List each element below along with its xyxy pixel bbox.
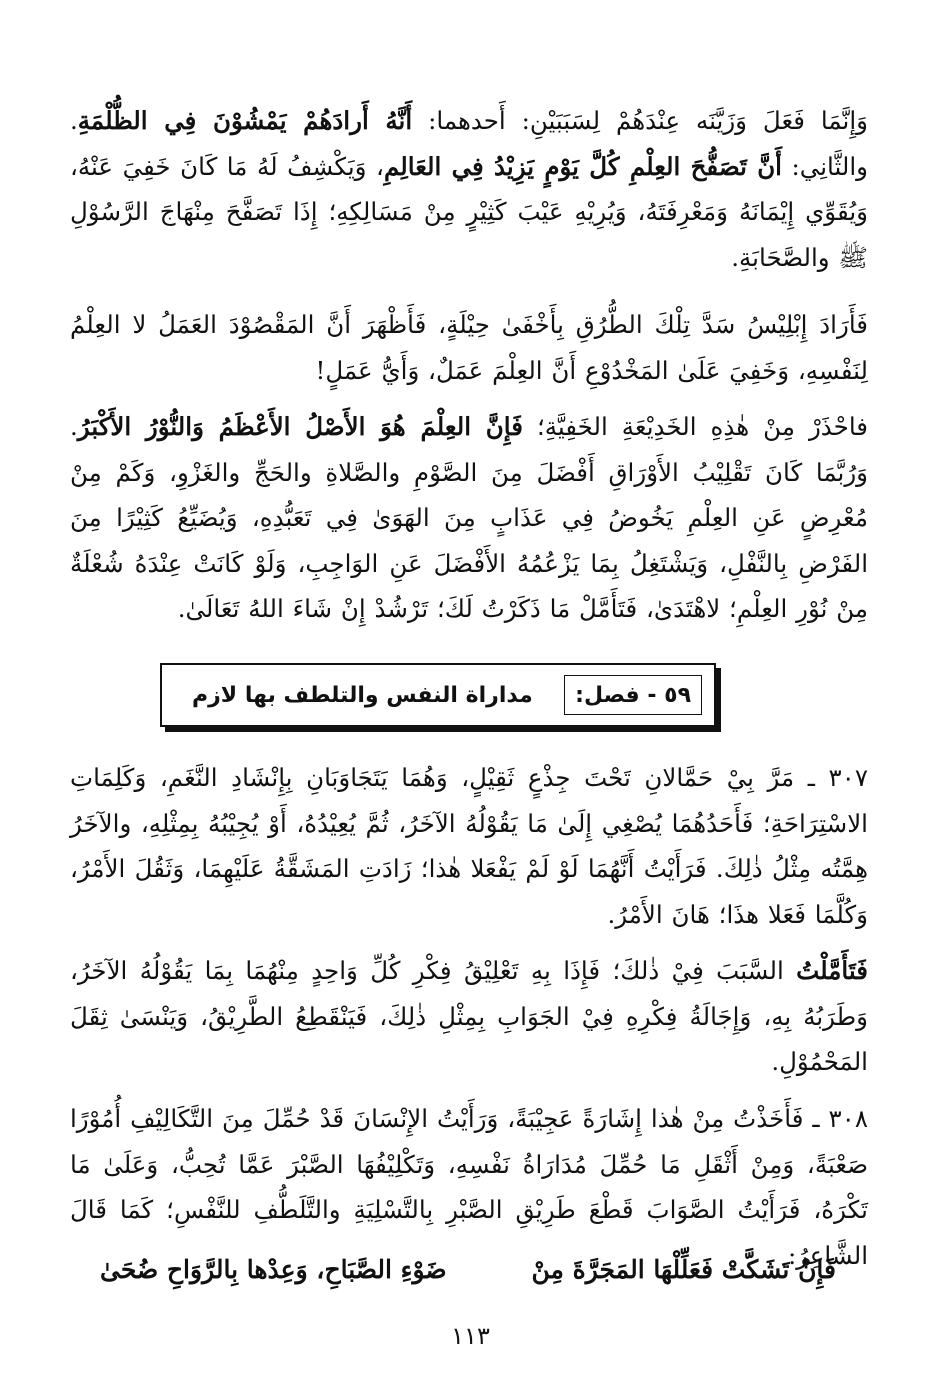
paragraph-warning: [70, 404, 868, 632]
paragraph-text: وَإِنَّمَا فَعَلَ وَزَيَّنَه عِنْدَهُمْ لِسَبَبَيْنِ: أَحدهما:: [412, 106, 868, 135]
section-title: مداراة النفس والتلطف بها لازم: [192, 682, 533, 708]
paragraph-308: [70, 1096, 868, 1278]
section-number: [564, 675, 702, 715]
paragraph-text: وَرُبَّمَا كَانَ تَقْلِيْبُ الأَوْرَاقِ أَفْضَلَ مِنَ الصَّوْمِ والصَّلاةِ والحَجِّ والغَزْوِ، وَكَمْ مِنْ مُعْرِضٍ عَنِ العِلْمِ يَخُوضُ فِي عَذَابٍ مِنَ الهَوَىٰ فِي تَعَبُّدِهِ، وَيُضَيِّعُ كَثِيْرًا مِنَ الفَرْضِ بِالنَّفْلِ، وَيَشْتَغِلُ بِمَا يَزْعُمُهُ الأَفْضَلَ عَنِ الوَاجِبِ، وَلَوْ كَانَتْ عِنْدَهُ شُعْلَةٌ مِنْ نُوْرِ العِلْمِ؛ لاهْتَدَىٰ، فَتَأَمَّلْ مَا ذَكَرْتُ لَكَ؛ تَرْشُدْ إِنْ شَاءَ اللهُ تَعَالَىٰ.: [70, 457, 868, 623]
paragraph-text: السَّبَبَ فِيْ ذٰلكَ؛ فَإِذَا بِهِ تَعْلِيْقُ فِكْرِ كُلِّ وَاحِدٍ مِنْهُمَا بِمَا يَقُوْلُهُ الآخَرُ، وَطَرَبُهُ بِهِ، وَإِجَالَةُ فِكْرِهِ فِيْ الجَوَابِ بِمِثْلِ ذٰلِكَ، فَيَنْقَطِعُ الطَّرِيْقُ، وَيَنْسَىٰ ثِقَلَ المَحْمُوْلِ.: [70, 956, 868, 1076]
paragraph-iblis: [70, 302, 868, 393]
section-number-label: ٥٩ - فصل:: [575, 682, 691, 708]
verse-first-hemistich: فَإِنْ تَشَكَّتْ فَعَلِّلْهَا المَجَرَّةَ مِنْ: [531, 1255, 836, 1284]
verse-second-hemistich: ضَوْءِ الصَّبَاحِ، وَعِدْها بِالرَّوَاحِ ضُحَىٰ: [100, 1255, 447, 1284]
bold-phrase: أَنَّهُ أَرادَهُمْ يَمْشُوْنَ فِي الظُّلْمَةِ: [77, 106, 413, 135]
section-heading-box: [160, 663, 716, 727]
paragraph-reflection: [70, 948, 868, 1085]
paragraph-text: .: [70, 106, 78, 135]
paragraph-reasons: [70, 98, 868, 280]
paragraph-text: والثَّانِي:: [782, 151, 869, 181]
bold-phrase: فَإِنَّ العِلْمَ هُوَ الأَصْلُ الأَعْظَمُ وَالنُّوْرُ الأَكْبَرُ: [77, 412, 523, 441]
page-number: ١١٣: [451, 1322, 490, 1350]
paragraph-text: فاحْذَرْ مِنْ هٰذِهِ الخَدِيْعَةِ الخَفِيَّةِ؛: [522, 412, 868, 441]
paragraph-text: ٣٠٨ ـ فَأَخَذْتُ مِنْ هٰذا إِشَارَةً عَجِيْبَةً، وَرَأَيْتُ الإِنْسَانَ قَدْ حُمِّلَ مِنَ التَّكَالِيْفِ أُمُوْرًا صَعْبَةً، وَمِنْ أَثْقَلِ مَا حُمِّلَ مُدَارَاةُ نَفْسِهِ، وَتَكْلِيْفُهَا الصَّبْرَ عَمَّا تُحِبُّ، وَعَلَىٰ مَا تَكْرَهُ، فَرَأَيْتُ الصَّوَابَ قَطْعَ طَرِيْقِ الصَّبْرِ بِالتَّسْلِيَةِ والتَّلَطُّفِ للنَّفْسِ؛ كَمَا قَالَ الشَّاعِرُ:: [70, 1104, 868, 1270]
paragraph-text: .: [70, 412, 78, 441]
paragraph-text: ٣٠٧ ـ مَرَّ بِيْ حَمَّالانِ تَحْتَ جِذْعٍ ثَقِيْلٍ، وَهُمَا يَتَجَاوَبَانِ بِإِنْشَادِ النَّغَمِ، وَكَلِمَاتِ الاسْتِرَاحَةِ؛ فَأَحَدُهُمَا يُصْغِي إِلَىٰ مَا يَقُوْلُهُ الآخَرُ، ثُمَّ يُعِيْدُهُ، أَوْ يُجِيْبُهُ بِمِثْلِهِ، والآخَرُ هِمَّتُه مِثْلُ ذٰلِكَ. فَرَأَيْتُ أَنَّهُمَا لَوْ لَمْ يَفْعَلا هٰذا؛ زَادَتِ المَشَقَّةُ عَلَيْهِمَا، وَثَقُلَ الأَمْرُ، وَكُلَّمَا فَعَلا هذَا؛ هَانَ الأَمْرُ.: [70, 763, 868, 929]
paragraph-307: [70, 755, 868, 937]
poetry-verse: [100, 1255, 836, 1284]
paragraph-text: ، وَيَكْشِفُ لَهُ مَا كَانَ خَفِيَ عَنْهُ، وَيُقَوِّي إِيْمَانَهُ وَمَعْرِفَتَهُ، وَيُرِيْهِ عَيْبَ كَثِيْرٍ مِنْ مَسَالِكِهِ؛ إِذَا تَصَفَّحَ مِنْهَاجَ الرَّسُوْلِ ﷺ والصَّحَابَةِ.: [70, 151, 868, 272]
bold-phrase: فَتَأَمَّلْتُ: [796, 956, 868, 985]
paragraph-text: فَأَرَادَ إِبْلِيْسُ سَدَّ تِلْكَ الطُّرُقِ بِأَخْفَىٰ حِيْلَةٍ، فَأَظْهَرَ أَنَّ المَقْصُوْدَ العَمَلُ لا العِلْمُ لِنَفْسِهِ، وَخَفِيَ عَلَىٰ المَخْدُوْعِ أَنَّ العِلْمَ عَمَلٌ، وَأَيُّ عَمَلٍ!: [70, 310, 868, 385]
bold-phrase: أَنَّ تَصَفُّحَ العِلْمِ كُلَّ يَوْمٍ يَزِيْدُ فِي العَالِمِ: [383, 151, 782, 181]
